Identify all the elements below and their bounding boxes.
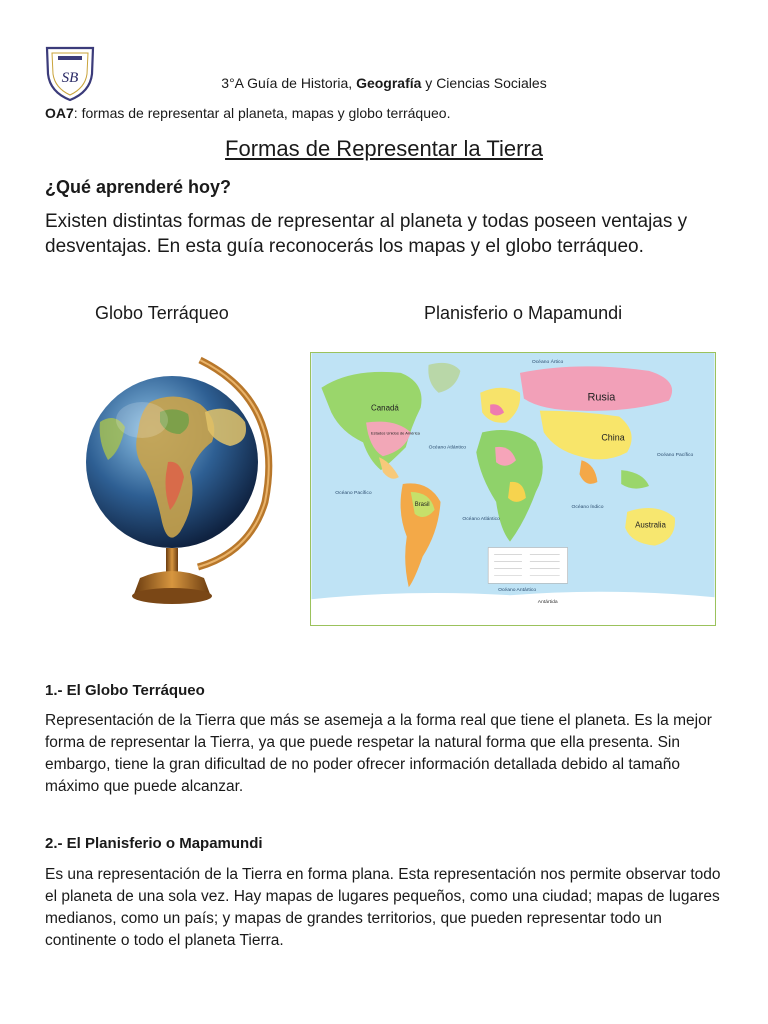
objective-text: : formas de representar al planeta, mapas y globo terráqueo.: [73, 105, 451, 121]
label-atlantic-north: Océano Atlántico: [428, 445, 467, 451]
label-canada: Canadá: [371, 403, 399, 413]
subtitle: ¿Qué aprenderé hoy?: [45, 177, 232, 197]
label-antarctica: Antártida: [537, 600, 558, 606]
objective-code: OA7: [45, 105, 74, 121]
header-bold-word: Geografía: [356, 75, 422, 91]
label-atlantic-south: Océano Atlántico: [462, 516, 500, 522]
globe-caption: Globo Terráqueo: [95, 303, 229, 323]
section-text-map: Es una representación de la Tierra en forma plana. Esta representación nos permite observar todo el planeta de una sola vez. Hay mapas de lugares pequeños, como una ciudad; mapas de lugares medianos, como un país; y mapas de grandes territorios, que pueden representar todo un continente o todo el planeta Tierra.: [45, 866, 721, 949]
section-heading-map: 2.- El Planisferio o Mapamundi: [45, 835, 263, 852]
label-china: China: [601, 432, 625, 443]
label-brazil: Brasil: [414, 501, 430, 508]
label-australia: Australia: [635, 520, 666, 530]
label-pacific-west: Océano Pacífico: [335, 490, 372, 496]
world-map-illustration: [310, 352, 716, 626]
page-title: Formas de Representar la Tierra: [225, 136, 543, 161]
section-heading-globe: 1.- El Globo Terráqueo: [45, 682, 205, 699]
intro-paragraph: Existen distintas formas de representar al planeta y todas poseen ventajas y desventajas. En esta guía reconocerás los mapas y el globo terráqueo.: [45, 211, 688, 257]
globe-illustration: [80, 342, 280, 618]
label-pacific-east: Océano Pacífico: [656, 453, 694, 459]
section-text-globe: Representación de la Tierra que más se asemeja a la forma real que tiene el planeta. Es la mejor forma de representar la Tierra, ya que puede respetar la natural forma que ella presenta. Sin embargo, tiene la gran dificultad de no poder ofrecer información detallada debido al tamaño máximo que puede alcanzar.: [45, 712, 712, 795]
label-indian-ocean: Océano Índico: [571, 504, 604, 510]
map-caption: Planisferio o Mapamundi: [424, 303, 623, 323]
logo-monogram: SB: [61, 70, 79, 86]
learning-objective: [45, 105, 450, 121]
header-prefix: 3°A Guía de Historia,: [221, 75, 357, 91]
guide-header: [0, 75, 768, 91]
label-usa: Estados Unidos de América: [371, 430, 420, 436]
label-arctic-ocean: Océano Ártico: [531, 359, 564, 365]
label-russia: Rusia: [587, 391, 616, 404]
school-crest-logo: [44, 44, 96, 102]
label-antarctic-ocean: Océano Antártico: [498, 588, 537, 594]
header-suffix: y Ciencias Sociales: [421, 75, 547, 91]
